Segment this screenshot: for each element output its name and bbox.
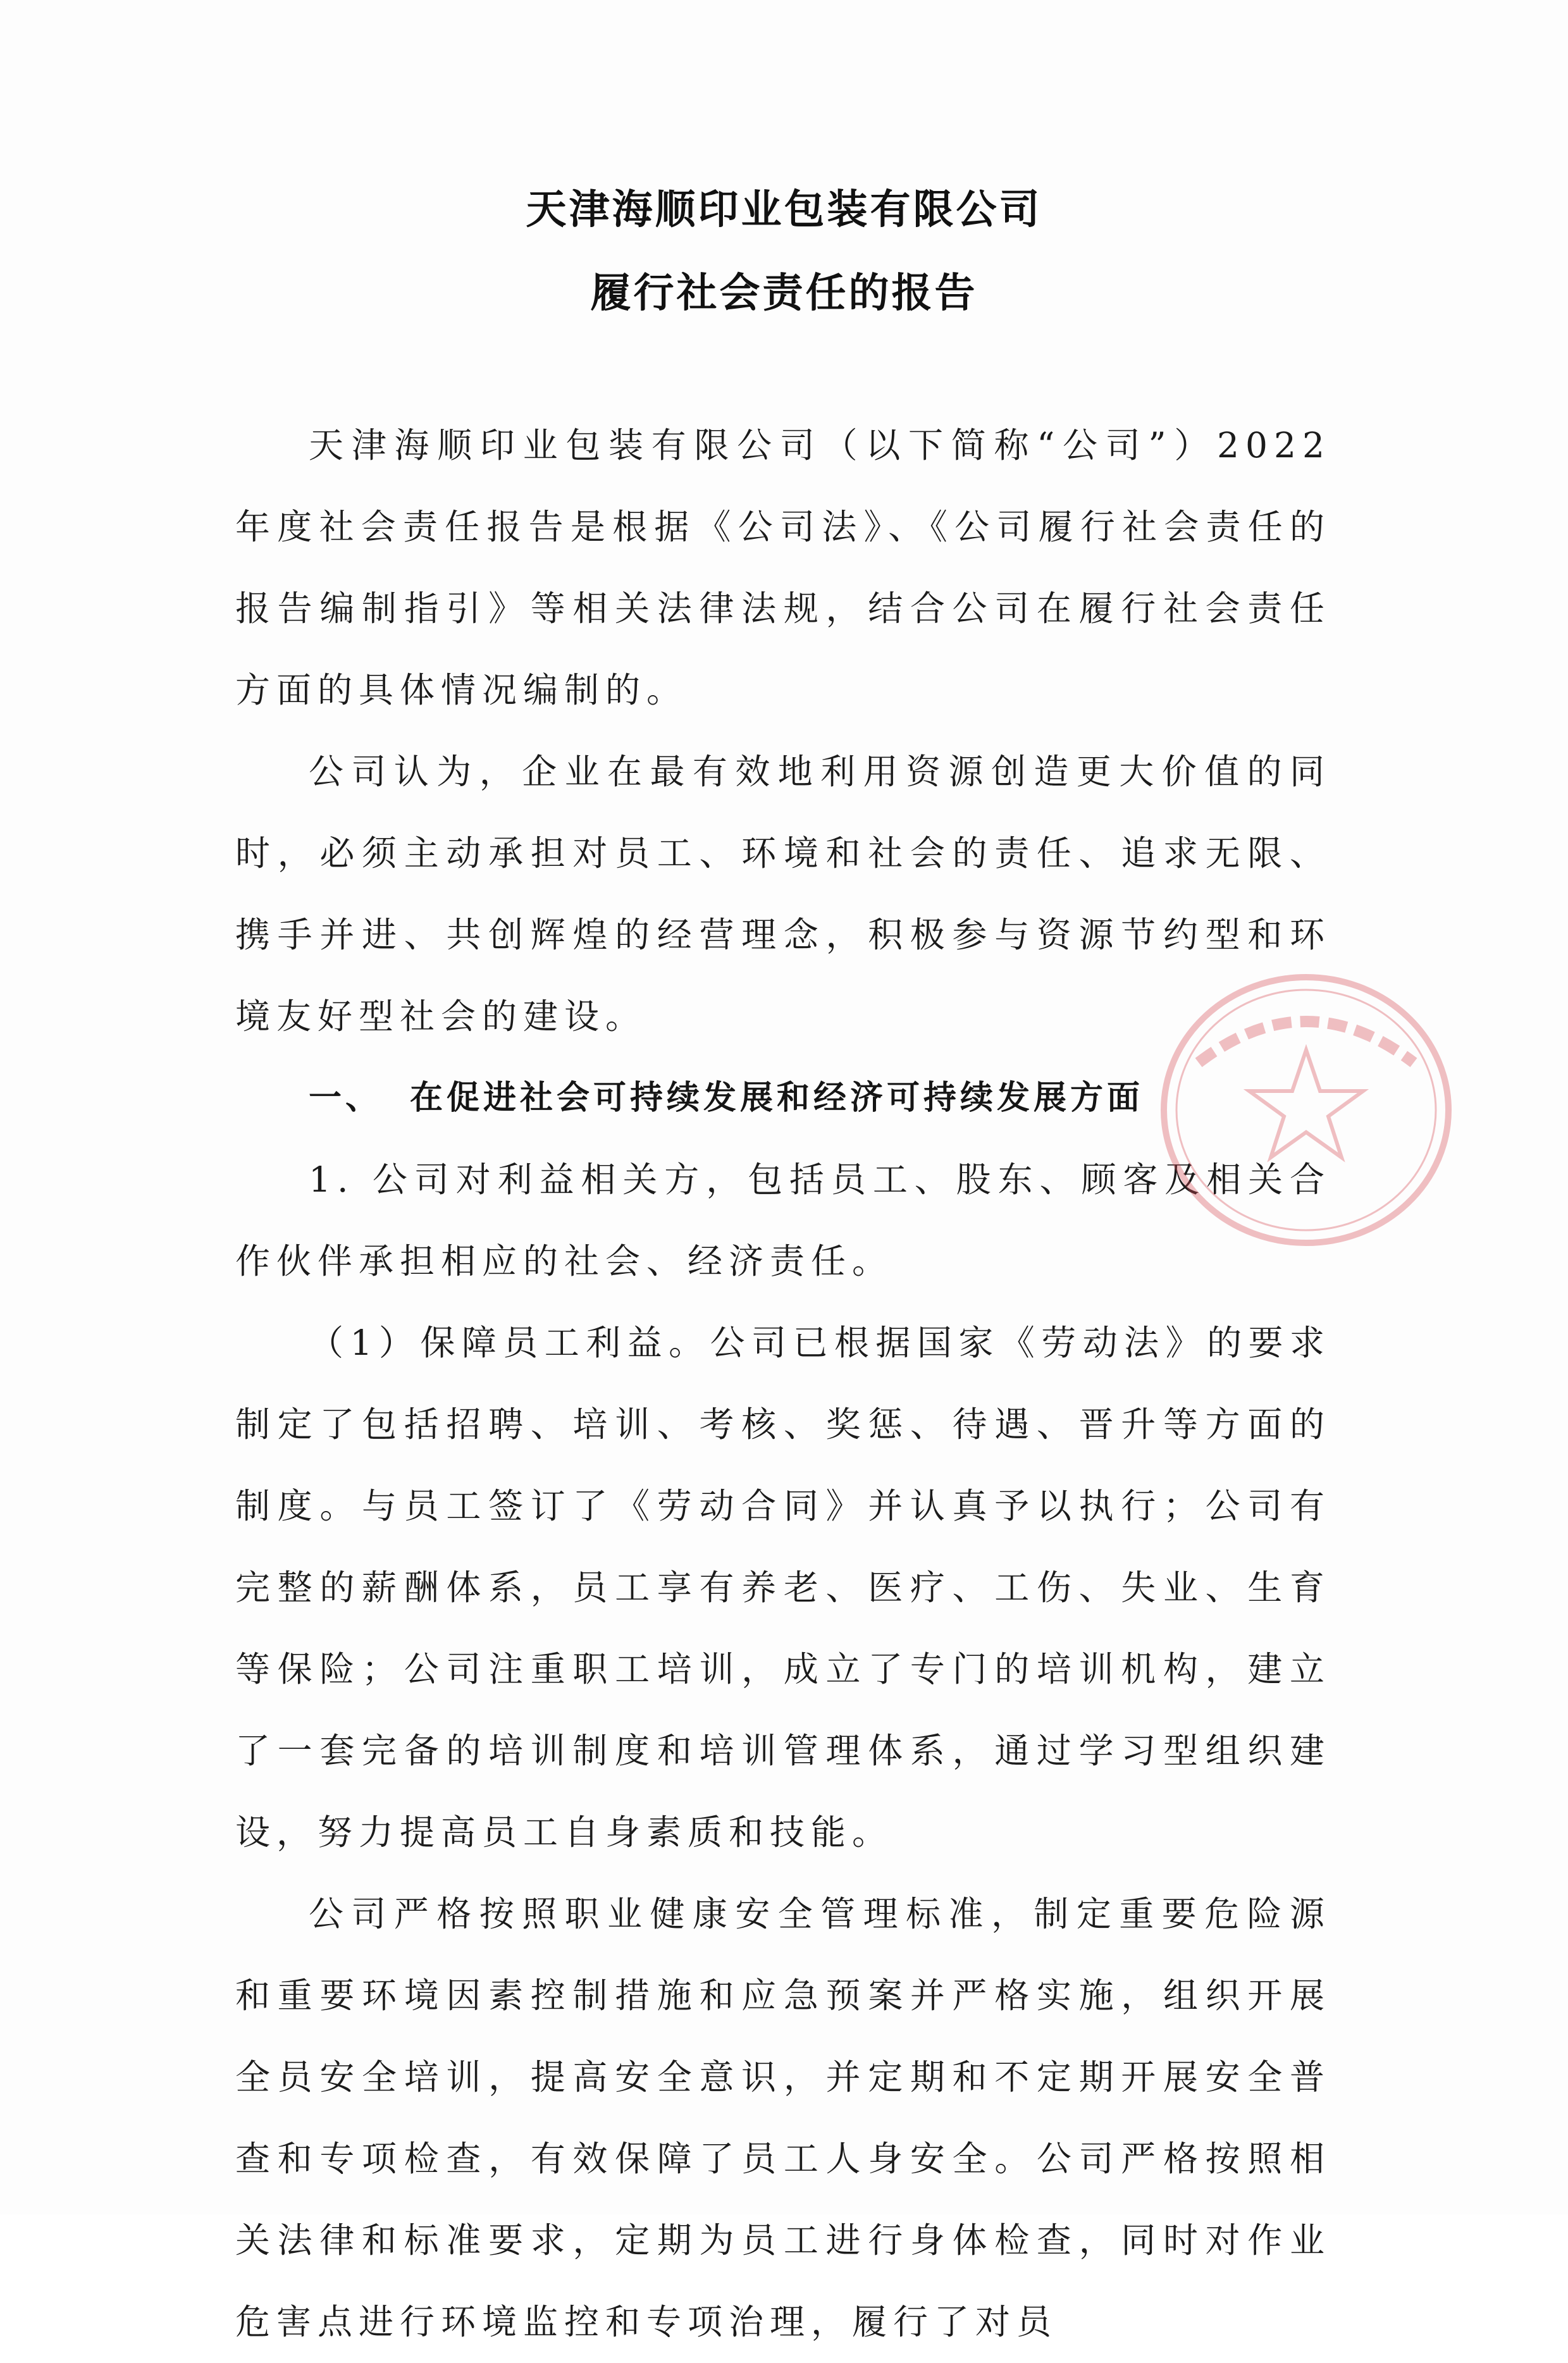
document-title	[0, 187, 1568, 317]
section-title: 在促进社会可持续发展和经济可持续发展方面	[410, 1079, 1144, 1117]
section-number: 一、	[309, 1079, 383, 1117]
title-line-company: 天津海顺印业包装有限公司	[526, 187, 1042, 233]
paragraph-safety: 公司严格按照职业健康安全管理标准，制定重要危险源和重要环境因素控制措施和应急预案并严格实施，组织开展全员安全培训，提高安全意识，并定期和不定期开展安全普查和专项检查，有效保障了员工人身安全。公司严格按照相关法律和标准要求，定期为员工进行身体检查，同时对作业危害点进行环境监控和专项治理，履行了对员	[235, 1894, 1331, 2342]
paragraph-employee-interests: （1）保障员工利益。公司已根据国家《劳动法》的要求制定了包括招聘、培训、考核、奖惩、待遇、晋升等方面的制度。与员工签订了《劳动合同》并认真予以执行；公司有完整的薪酬体系，员工享有养老、医疗、工伤、失业、生育等保险；公司注重职工培训，成立了专门的培训机构，建立了一套完备的培训制度和培训管理体系，通过学习型组织建设，努力提高员工自身素质和技能。	[235, 1323, 1331, 1853]
title-line-report: 履行社会责任的报告	[590, 270, 978, 317]
section-heading-1	[235, 1058, 1331, 1139]
document-body	[235, 405, 1331, 2363]
paragraph-intro: 天津海顺印业包装有限公司（以下简称“公司”）2022年度社会责任报告是根据《公司法》、《公司履行社会责任的报告编制指引》等相关法律法规，结合公司在履行社会责任方面的具体情况编制的。	[235, 425, 1331, 710]
paragraph-stakeholders: 1. 公司对利益相关方，包括员工、股东、顾客及相关合作伙伴承担相应的社会、经济责任。	[235, 1159, 1331, 1281]
paragraph-philosophy: 公司认为，企业在最有效地利用资源创造更大价值的同时，必须主动承担对员工、环境和社会的责任、追求无限、携手并进、共创辉煌的经营理念，积极参与资源节约型和环境友好型社会的建设。	[235, 751, 1331, 1037]
